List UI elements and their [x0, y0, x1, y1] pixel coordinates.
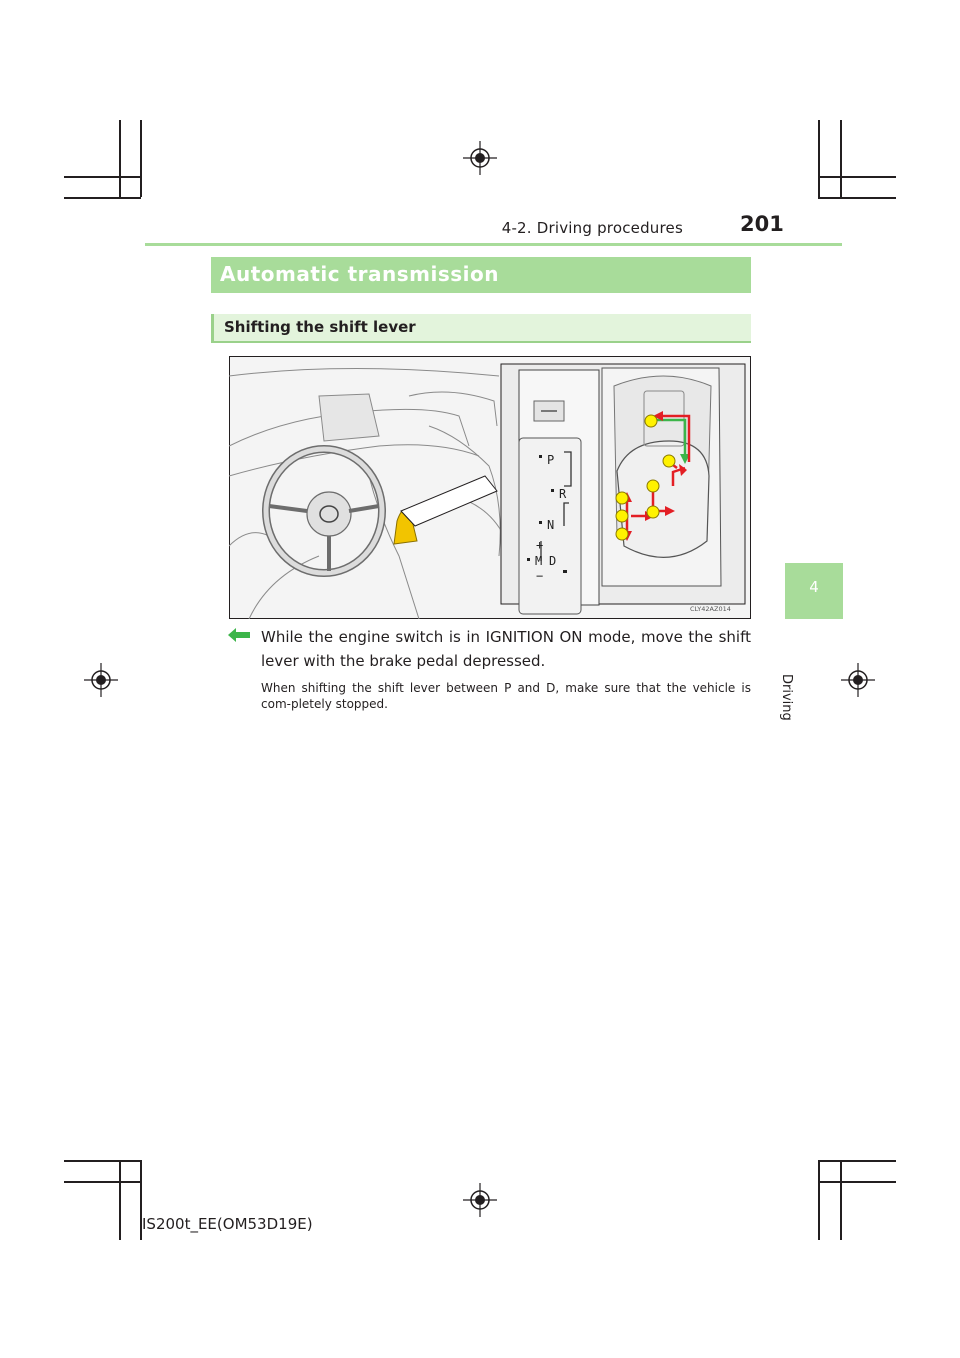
illustration-code: CLY42AZ014 [690, 605, 731, 613]
instruction-text: While the engine switch is in IGNITION ON mode, move the shift lever with the brake pedal depressed. [261, 628, 751, 670]
gate-label-plus: + [536, 538, 544, 552]
gate-label-d: D [549, 554, 557, 568]
shift-gate-indicator [519, 370, 599, 614]
shift-knob-drawing [602, 368, 721, 586]
chapter-title-text: Driving [779, 674, 794, 721]
chapter-number: 4 [809, 578, 819, 596]
page-number: 201 [740, 212, 784, 236]
section-title: Automatic transmission [220, 262, 499, 286]
chapter-title [772, 622, 812, 721]
header-divider [145, 243, 842, 246]
shift-lever-illustration [229, 356, 751, 619]
gate-label-n: N [547, 518, 555, 532]
footer-code: IS200t_EE(OM53D19E) [142, 1215, 313, 1233]
note-text: When shifting the shift lever between P and D, make sure that the vehicle is com-pletely stopped. [261, 681, 751, 711]
section-label: 4-2. Driving procedures [501, 219, 683, 237]
registration-mark-icon [463, 1183, 497, 1217]
registration-mark-icon [84, 663, 118, 697]
gate-label-p: P [547, 453, 555, 467]
registration-mark-icon [463, 141, 497, 175]
subsection-title: Shifting the shift lever [224, 318, 416, 336]
arrow-left-icon [228, 627, 250, 643]
registration-mark-icon [841, 663, 875, 697]
gate-label-minus: − [536, 569, 544, 583]
gate-label-r: R [559, 487, 567, 501]
gate-label-m: M [535, 554, 543, 568]
